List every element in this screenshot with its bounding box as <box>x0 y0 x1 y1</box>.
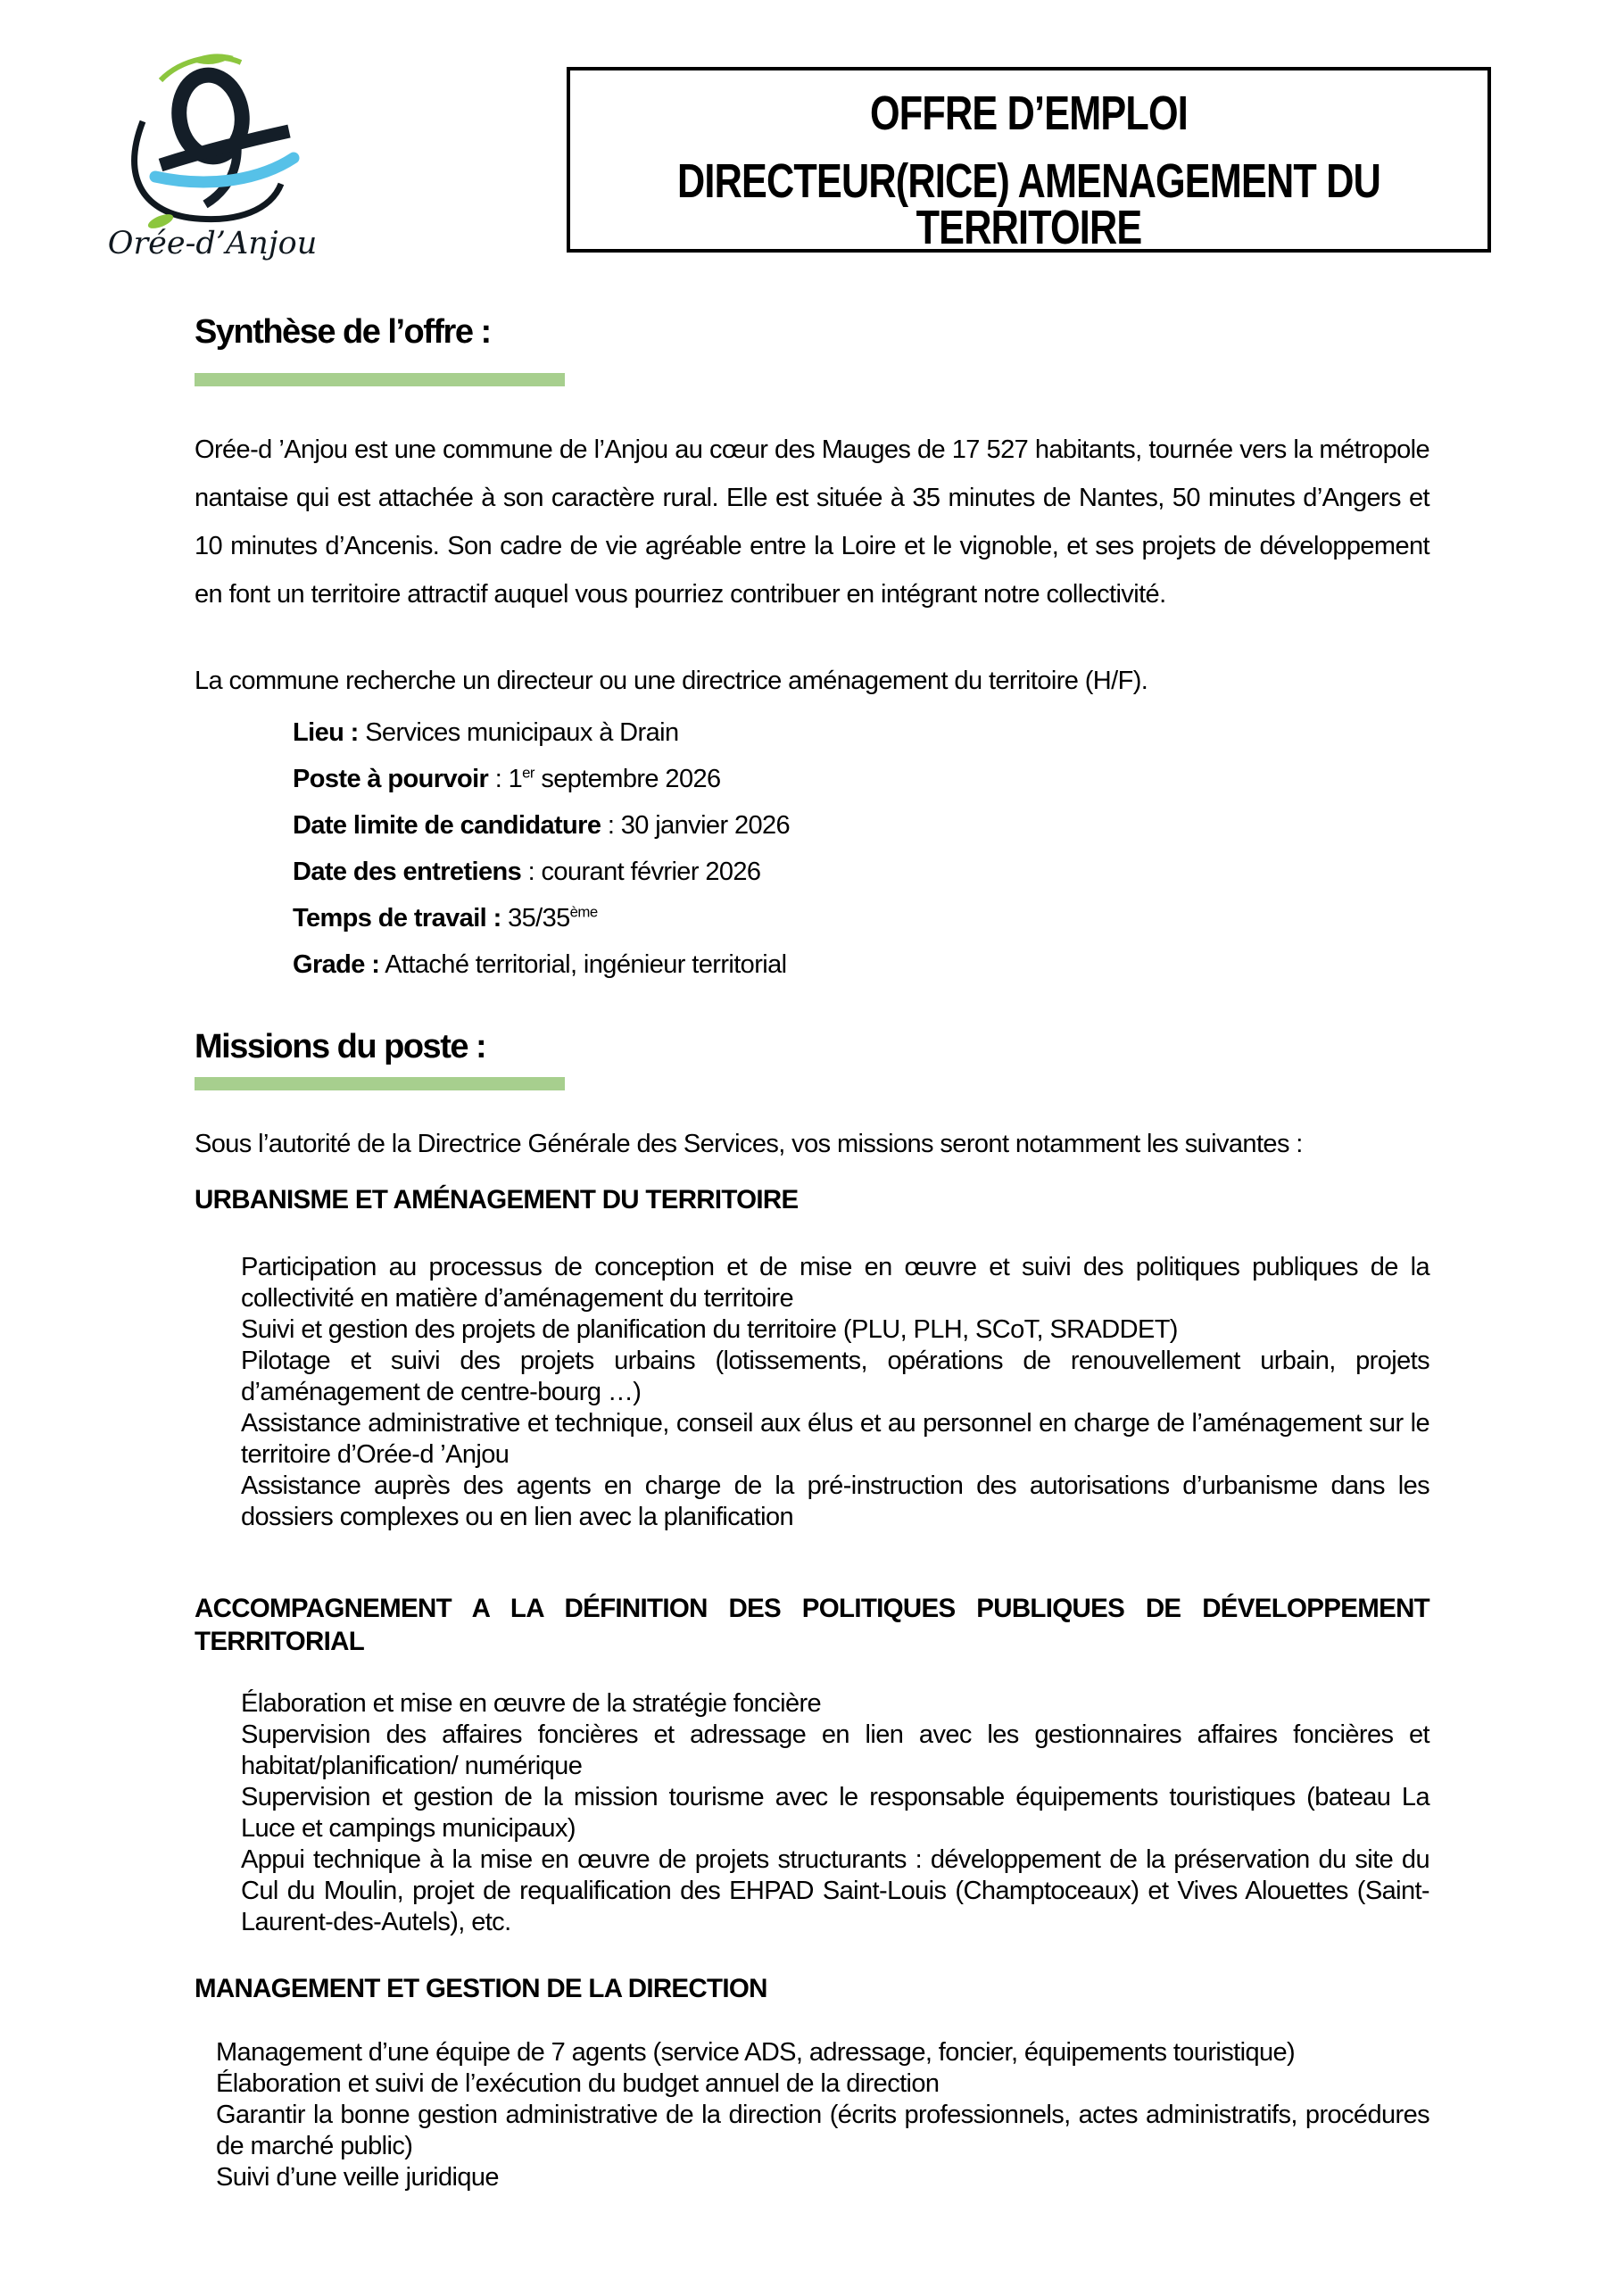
group-heading-accompagnement: ACCOMPAGNEMENT A LA DÉFINITION DES POLITIQUES PUBLIQUES DE DÉVELOPPEMENT TERRITORIAL <box>195 1594 1429 1656</box>
mission-item: Participation au processus de conception et de mise en œuvre et suivi des politiques publiques de la collectivité en matière d’aménagement du territoire <box>241 1253 1429 1313</box>
missions-intro: Sous l’autorité de la Directrice Générale des Services, vos missions seront notamment les suivantes : <box>195 1130 1303 1158</box>
detail-sup: er <box>522 764 534 782</box>
group-heading-urbanisme: URBANISME ET AMÉNAGEMENT DU TERRITOIRE <box>195 1185 799 1214</box>
detail-date-limite <box>195 802 1429 849</box>
green-underline-bar <box>195 1077 565 1090</box>
title-line-3: TERRITOIRE <box>916 201 1142 254</box>
detail-value: Attaché territorial, ingénieur territorial <box>379 950 787 979</box>
detail-date-entretiens <box>195 849 1429 895</box>
detail-value: : 30 janvier 2026 <box>601 811 791 840</box>
offer-details-list <box>195 709 1429 988</box>
mission-item: Pilotage et suivi des projets urbains (lotissements, opérations de renouvellement urbain, projets d’aménagement de centre-bourg …) <box>241 1347 1429 1406</box>
document-body <box>195 0 1429 2193</box>
mission-item: Assistance administrative et technique, conseil aux élus et au personnel en charge de l’aménagement sur le territoire d’Orée-d ’Anjou <box>241 1409 1429 1469</box>
mission-item: Management d’une équipe de 7 agents (service ADS, adressage, foncier, équipements touristique) <box>216 2038 1296 2067</box>
detail-label: Date des entretiens <box>293 858 522 886</box>
recherche-line: La commune recherche un directeur ou une directrice aménagement du territoire (H/F). <box>195 667 1148 695</box>
detail-label: Temps de travail : <box>293 904 501 932</box>
title-line-1: OFFRE D’EMPLOI <box>870 87 1188 140</box>
missions-heading: Missions du poste : <box>195 1028 486 1065</box>
logo-wordmark: Orée-d’Anjou <box>107 226 318 261</box>
detail-label: Grade : <box>293 950 380 979</box>
mission-item: Garantir la bonne gestion administrative de la direction (écrits professionnels, actes administratifs, procédures de marché public) <box>216 2101 1429 2160</box>
detail-value-post: septembre 2026 <box>534 765 721 793</box>
detail-label: Poste à pourvoir <box>293 765 489 793</box>
mission-item: Appui technique à la mise en œuvre de projets structurants : développement de la préservation du site du Cul du Moulin, projet de requalification des EHPAD Saint-Louis (Champtoceaux) et Vives Alouettes (Saint-Laurent-des-Autels), etc. <box>241 1845 1429 1936</box>
mission-item: Supervision des affaires foncières et adressage en lien avec les gestionnaires affaires foncières et habitat/planification/ numérique <box>241 1720 1429 1780</box>
green-underline-bar <box>195 373 565 386</box>
mission-item: Supervision et gestion de la mission tourisme avec le responsable équipements touristiques (bateau La Luce et campings municipaux) <box>241 1783 1429 1843</box>
detail-value: 35/35 <box>501 904 570 932</box>
mission-items-accompagnement <box>195 1688 1429 1938</box>
detail-value: Services municipaux à Drain <box>358 718 679 747</box>
mission-items-management <box>195 2037 1429 2193</box>
mission-item: Élaboration et suivi de l’exécution du budget annuel de la direction <box>216 2069 940 2098</box>
detail-sup: ème <box>569 903 598 921</box>
detail-value: : 1 <box>488 765 523 793</box>
mission-item: Assistance auprès des agents en charge de la pré-instruction des autorisations d’urbanisme dans les dossiers complexes ou en lien avec la planification <box>241 1471 1429 1531</box>
detail-poste-a-pourvoir <box>195 756 1429 802</box>
detail-label: Date limite de candidature <box>293 811 601 840</box>
group-heading-management: MANAGEMENT ET GESTION DE LA DIRECTION <box>195 1974 767 2003</box>
detail-temps-travail <box>195 895 1429 941</box>
detail-grade <box>195 941 1429 988</box>
title-line-2: DIRECTEUR(RICE) AMENAGEMENT DU <box>677 154 1380 208</box>
mission-items-urbanisme <box>195 1252 1429 1533</box>
synthese-heading: Synthèse de l’offre : <box>195 313 491 351</box>
detail-value: : courant février 2026 <box>521 858 761 886</box>
mission-item: Élaboration et mise en œuvre de la stratégie foncière <box>241 1689 822 1718</box>
detail-lieu <box>195 709 1429 756</box>
detail-label: Lieu : <box>293 718 359 747</box>
mission-item: Suivi et gestion des projets de planification du territoire (PLU, PLH, SCoT, SRADDET) <box>241 1315 1178 1344</box>
intro-paragraph: Orée-d ’Anjou est une commune de l’Anjou au cœur des Mauges de 17 527 habitants, tournée vers la métropole nantaise qui est attachée à son caractère rural. Elle est située à 35 minutes de Nantes, 50 minutes d’Angers et 10 minutes d’Ancenis. Son cadre de vie agréable entre la Loire et le vignoble, et ses projets de développement en font un territoire attractif auquel vous pourriez contribuer en intégrant notre collectivité. <box>195 435 1429 609</box>
mission-item: Suivi d’une veille juridique <box>216 2163 499 2192</box>
